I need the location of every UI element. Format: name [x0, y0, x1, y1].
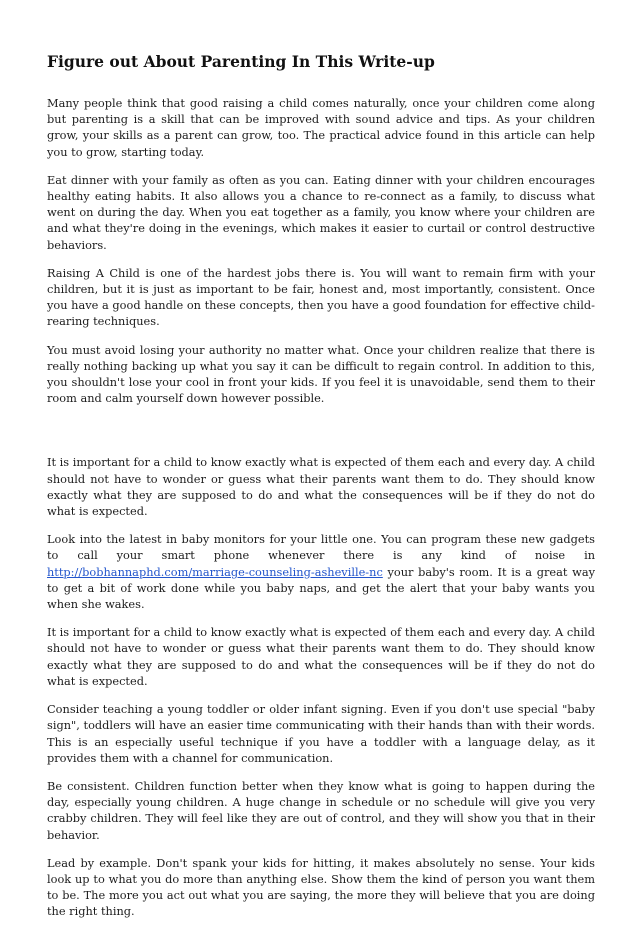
document-title: Figure out About Parenting In This Write-up [47, 52, 435, 71]
baby-monitors-text-before: Look into the latest in baby monitors for your little one. You can program these new gadgets to call your smart phone whenever there is any kind of noise in [47, 532, 595, 563]
baby-monitors-text-after: your baby's room. It is a great way to get a bit of work done while you baby naps, and get the alert that your baby wants you when she wakes. [47, 564, 595, 612]
paragraph-baby-sign: Consider teaching a young toddler or older infant signing. Even if you don't use special "baby sign", toddlers will have an easier time communicating with their hands than with their words. This is an especially useful technique if you have a toddler with a language delay, as it provides them with a channel for communication. [47, 702, 595, 765]
paragraph-family-dinner: Eat dinner with your family as often as you can. Eating dinner with your children encourages healthy eating habits. It also allows you a chance to re-connect as a family, to discuss what went on during the day. When you eat together as a family, you know where your children are and what they're doing in the evenings, which makes it easier to curtail or control destructive behaviors. [47, 172, 595, 252]
paragraph-baby-monitors [47, 531, 595, 612]
paragraph-consistency: Be consistent. Children function better when they know what is going to happen during the day, especially young children. A huge change in schedule or no schedule will give you very crabby children. They will feel like they are out of control, and they will show you that in their behavior. [47, 778, 595, 842]
document-body [47, 95, 595, 920]
document-page [47, 0, 595, 932]
section-gap [47, 418, 595, 454]
paragraph-expectations: It is important for a child to know exactly what is expected of them each and every day. A child should not have to wonder or guess what their parents want them to do. They should know exactly what they are supposed to do and what the consequences will be if they do not do what is expected. [47, 455, 595, 519]
counseling-link[interactable]: http://bobhannaphd.com/marriage-counseling-asheville-nc [47, 564, 383, 579]
paragraph-lead-by-example: Lead by example. Don't spank your kids for hitting, it makes absolutely no sense. Your kids look up to what you do more than anything else. Show them the kind of person you want them to be. The more you act out what you are saying, the more they will believe that you are doing the right thing. [47, 855, 595, 919]
paragraph-expectations-repeat: It is important for a child to know exactly what is expected of them each and every day. A child should not have to wonder or guess what their parents want them to do. They should know exactly what they are supposed to do and what the consequences will be if they do not do what is expected. [47, 625, 595, 688]
paragraph-raising-child: Raising A Child is one of the hardest jobs there is. You will want to remain firm with your children, but it is just as important to be fair, honest and, most importantly, consistent. Once you have a good handle on these concepts, then you have a good foundation for effective child-rearing techniques. [47, 265, 595, 329]
paragraph-intro: Many people think that good raising a child comes naturally, once your children come along but parenting is a skill that can be improved with sound advice and tips. As your children grow, your skills as a parent can grow, too. The practical advice found in this article can help you to grow, starting today. [47, 96, 595, 159]
paragraph-authority: You must avoid losing your authority no matter what. Once your children realize that there is really nothing backing up what you say it can be difficult to regain control. In addition to this, you shouldn't lose your cool in front your kids. If you feel it is unavoidable, send them to their room and calm yourself down however possible. [47, 342, 595, 406]
